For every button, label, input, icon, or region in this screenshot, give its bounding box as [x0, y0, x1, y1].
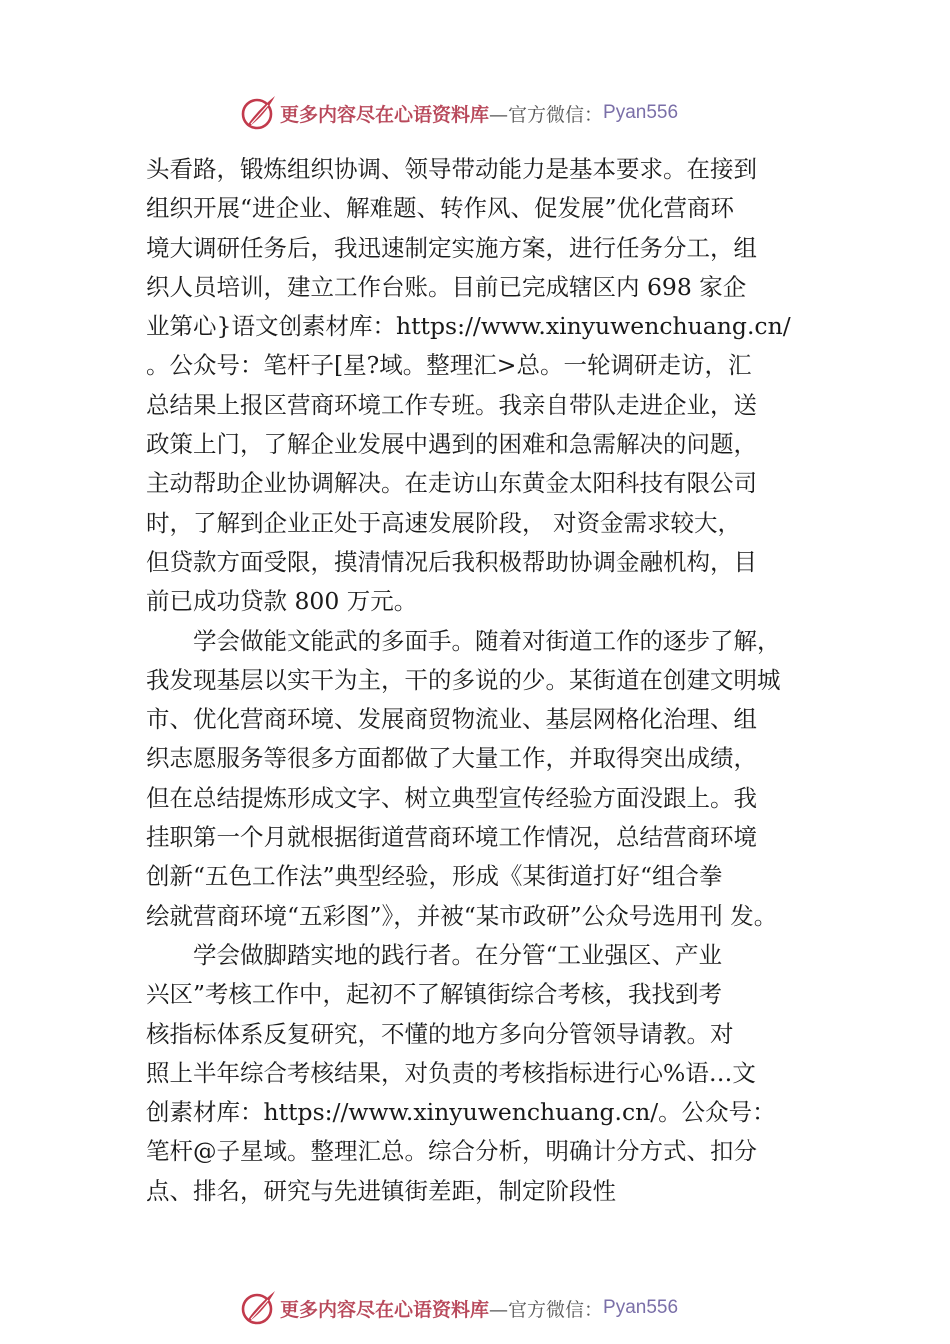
text-line: 我发现基层以实干为主，干的多说的少。某街道在创建文明城	[146, 665, 781, 694]
header-wechat-id: Pyan556	[603, 102, 679, 123]
text-line: 总结果上报区营商环境工作专班。我亲自带队走进企业，送	[146, 390, 757, 419]
text-line: 织志愿服务等很多方面都做了大量工作，并取得突出成绩，	[146, 744, 757, 773]
article-body	[146, 150, 846, 1211]
text-line: 绘就营商环境“五彩图”》，并被“某市政研”公众号选用刊 发。	[146, 901, 778, 930]
text-line: 政策上门，了解企业发展中遇到的困难和急需解决的问题，	[146, 430, 757, 459]
text-line: 头看路，锻炼组织协调、领导带动能力是基本要求。在接到	[146, 155, 757, 183]
text-line: 创新“五色工作法”典型经验，形成《某街道打好“组合拳	[146, 862, 723, 891]
text-line: 主动帮助企业协调解决。在走访山东黄金太阳科技有限公司	[146, 469, 757, 498]
text-line: 照上半年综合考核结果，对负责的考核指标进行心%语…文	[146, 1058, 756, 1087]
text-line: 兴区”考核工作中，起初不了解镇街综合考核，我找到考	[146, 980, 723, 1009]
footer-wechat-id: Pyan556	[603, 1297, 679, 1318]
quill-pen-logo-icon	[238, 1288, 278, 1328]
text-line: 织人员培训，建立工作台账。目前已完成辖区内 698 家企	[146, 272, 747, 301]
text-line: 挂职第一个月就根据街道营商环境工作情况，总结营商环境	[146, 823, 757, 852]
paragraph-start-line: 学会做脚踏实地的践行者。在分管“工业强区、产业	[193, 940, 723, 969]
text-line: 业第心}语文创素材库：https://www.xinyuwenchuang.cn/	[146, 312, 791, 341]
paragraph-start-line: 学会做能文能武的多面手。随着对街道工作的逐步了解，	[193, 626, 781, 655]
header-banner	[238, 93, 678, 133]
text-line: 前已成功贷款 800 万元。	[146, 587, 418, 616]
footer-banner	[238, 1288, 678, 1328]
text-line: 点、排名，研究与先进镇街差距，制定阶段性	[146, 1176, 616, 1205]
text-line: 但贷款方面受限，摸清情况后我积极帮助协调金融机构，目	[146, 547, 757, 576]
text-line: 笔杆@子星域。整理汇总。综合分析，明确计分方式、扣分	[146, 1137, 757, 1166]
text-line: 但在总结提炼形成文字、树立典型宣传经验方面没跟上。我	[146, 783, 757, 812]
text-line: 核指标体系反复研究，不懂的地方多向分管领导请教。对	[146, 1019, 734, 1048]
text-line: 。公众号：笔杆子[星?域。整理汇>总。一轮调研走访，汇	[146, 351, 752, 380]
header-title: 更多内容尽在心语资料库	[280, 103, 490, 126]
text-line: 时，了解到企业正处于高速发展阶段， 对资金需求较大，	[146, 508, 741, 537]
text-line: 境大调研任务后，我迅速制定实施方案，进行任务分工，组	[146, 233, 757, 262]
text-line: 市、优化营商环境、发展商贸物流业、基层网格化治理、组	[146, 705, 757, 734]
footer-title: 更多内容尽在心语资料库	[280, 1298, 490, 1321]
quill-pen-logo-icon	[238, 93, 278, 133]
header-subtitle: —官方微信：	[489, 103, 604, 126]
text-line: 组织开展“进企业、解难题、转作风、促发展”优化营商环	[146, 194, 735, 223]
text-line: 创素材库：https://www.xinyuwenchuang.cn/。公众号：	[146, 1098, 776, 1127]
footer-subtitle: —官方微信：	[489, 1298, 604, 1321]
